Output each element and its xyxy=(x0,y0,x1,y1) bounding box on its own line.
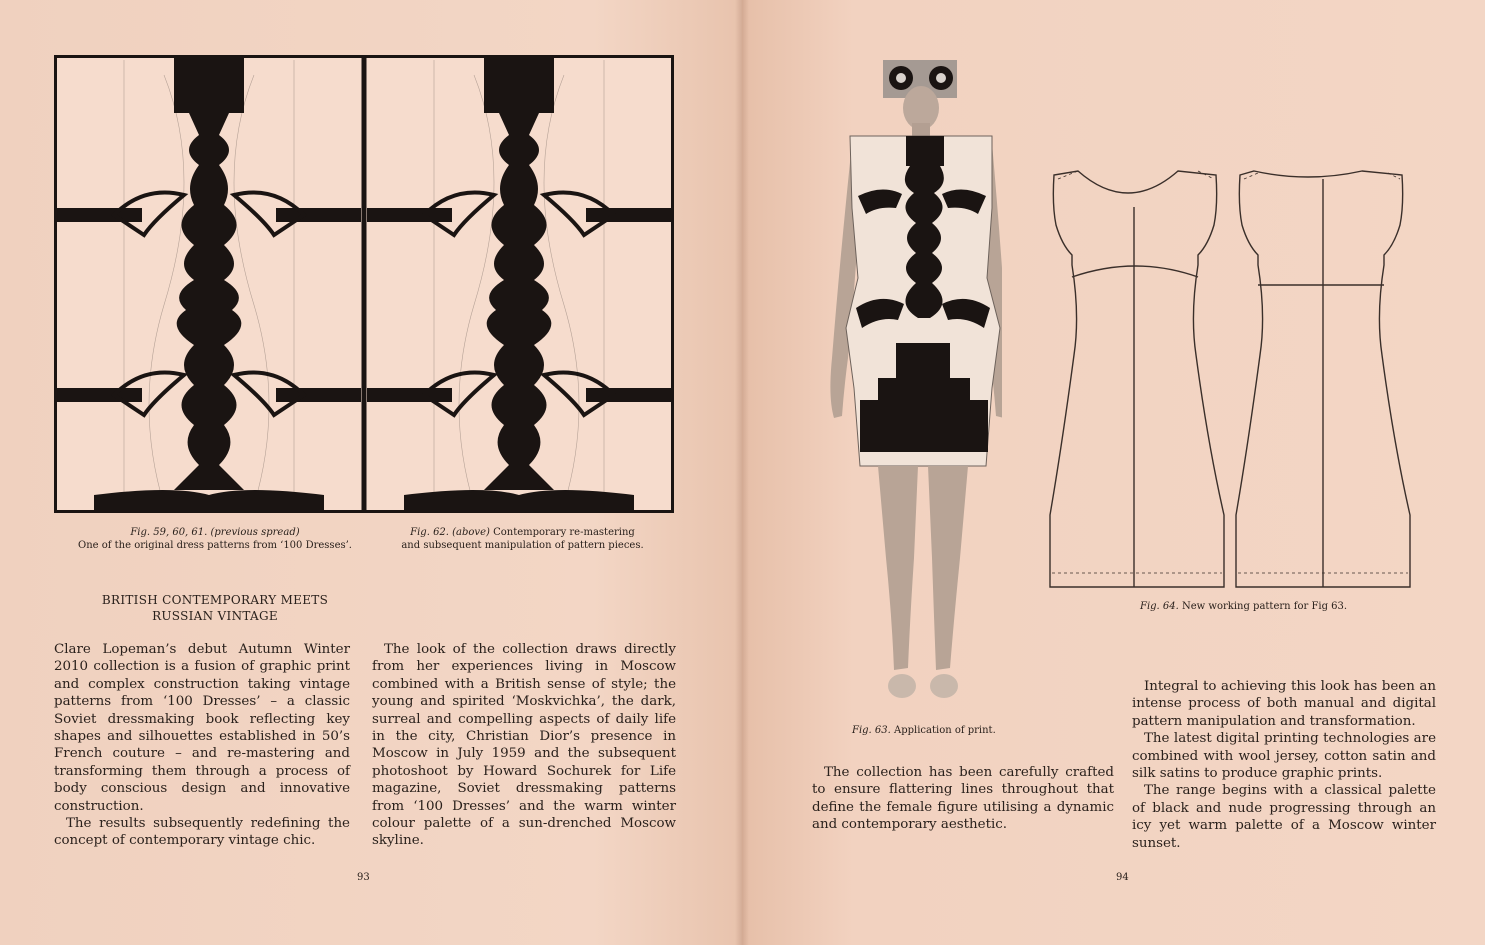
heading-line-1: BRITISH CONTEMPORARY MEETS xyxy=(101,593,329,607)
paragraph: Integral to achieving this look has been an intense process of both manual and digital pattern manipulation and transformation. xyxy=(1132,679,1436,729)
model-print-figure xyxy=(822,58,1002,718)
page-number-right: 94 xyxy=(1116,872,1129,883)
paragraph: The collection has been carefully crafted to ensure flattering lines throughout that define the female figure utilising a dynamic and contemporary aesthetic. xyxy=(812,765,1114,833)
paragraph: Clare Lopeman’s debut Autumn Winter 2010 collection is a fusion of graphic print and complex construction taking vintage patterns from ‘100 Dresses’ – a classic Soviet dressmaking book reflecting key shapes and silhouettes established in 50’s French couture – and re-mastering and transforming them through a process of body conscious design and innovative construction. xyxy=(54,642,350,814)
caption-fig-62-text: Contemporary re-mastering xyxy=(493,527,635,538)
section-heading xyxy=(60,592,370,624)
caption-fig-63-label: Fig. 63. xyxy=(852,725,891,736)
paragraph: The look of the collection draws directly from her experiences living in Moscow combined with a British sense of style; the young and spirited ‘Moskvichka’, the dark, surreal and compelling aspects of daily life in the city, Christian Dior’s presence in Moscow in July 1959 and the subsequent photoshoot by Howard Sochurek for Life magazine, Soviet dressmaking patterns from ‘100 Dresses’ and the warm winter colour palette of a sun-drenched Moscow skyline. xyxy=(372,642,676,849)
caption-fig-62-label: Fig. 62. (above) xyxy=(410,527,490,538)
paragraph: The latest digital printing technologies are combined with wool jersey, cotton satin and silk satins to produce graphic prints. xyxy=(1132,731,1436,782)
left-page xyxy=(0,0,742,945)
caption-fig-59-label: Fig. 59, 60, 61. (previous spread) xyxy=(130,527,300,538)
paragraph: The range begins with a classical palette of black and nude progressing through an icy yet warm palette of a Moscow winter sunset. xyxy=(1132,783,1436,851)
dress-working-pattern xyxy=(1038,165,1448,595)
left-column-2 xyxy=(372,641,676,850)
caption-fig-63-text: Application of print. xyxy=(894,725,996,736)
paragraph: The results subsequently redefining the concept of contemporary vintage chic. xyxy=(54,816,350,849)
caption-fig-62 xyxy=(370,526,675,552)
caption-fig-64 xyxy=(1140,600,1400,613)
left-column-1 xyxy=(54,641,350,850)
right-column-2 xyxy=(1132,678,1436,852)
book-gutter xyxy=(735,0,749,945)
page-number-left: 93 xyxy=(357,872,370,883)
caption-fig-59-text: One of the original dress patterns from ‘100 Dresses’. xyxy=(78,540,352,551)
right-column-1 xyxy=(812,764,1114,834)
pattern-remastered-figure xyxy=(54,55,674,513)
right-page xyxy=(742,0,1485,945)
caption-fig-64-text: New working pattern for Fig 63. xyxy=(1182,601,1348,612)
caption-fig-64-label: Fig. 64. xyxy=(1140,601,1179,612)
caption-fig-63 xyxy=(852,724,1012,737)
caption-fig-62-text2: and subsequent manipulation of pattern pieces. xyxy=(401,540,644,551)
caption-fig-59 xyxy=(60,526,370,552)
heading-line-2: RUSSIAN VINTAGE xyxy=(152,609,278,623)
